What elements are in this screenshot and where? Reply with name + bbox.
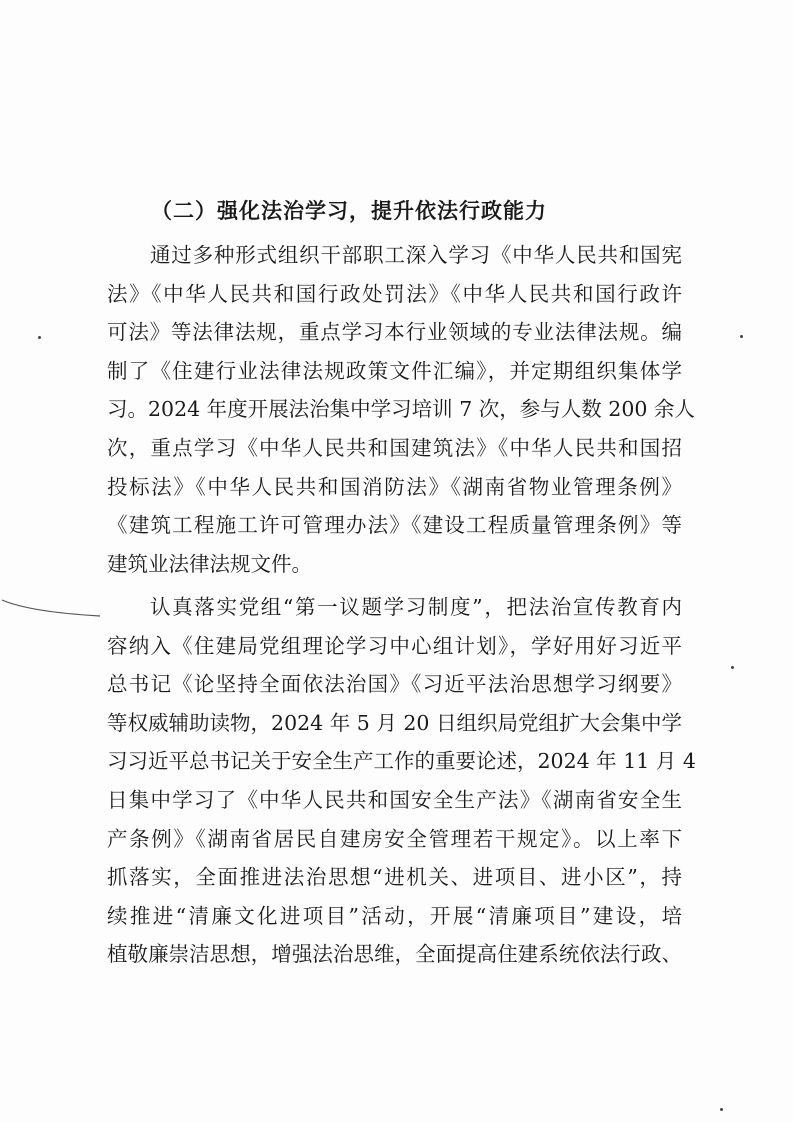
paragraph-line: 日集中学习了《中华人民共和国安全生产法》《湖南省安全生 (107, 787, 682, 812)
paragraph-line: 认真落实党组“第一议题学习制度”，把法治宣传教育内 (150, 595, 682, 619)
paragraph-line: 总书记《论坚持全面依法治国》《习近平法治思想学习纲要》 (107, 672, 682, 697)
paragraph-line: 投标法》《中华人民共和国消防法》《湖南省物业管理条例》 (107, 474, 682, 499)
scan-dust-dot (731, 666, 734, 669)
paragraph-line: 产条例》《湖南省居民自建房安全管理若干规定》。以上率下 (107, 826, 682, 851)
paragraph-line: 建筑业法律法规文件。 (107, 551, 312, 576)
paragraph-1 (107, 236, 695, 583)
paragraph-line: 续推进“清廉文化进项目”活动，开展“清廉项目”建设，培 (107, 903, 682, 928)
paragraph-line: 习习近平总书记关于安全生产工作的重要论述，2024 年 11 月 4 (107, 749, 696, 774)
scan-artifact-stroke (0, 596, 105, 620)
paragraph-2 (107, 588, 696, 974)
scan-dust-dot (720, 1108, 723, 1111)
paragraph-line: 抓落实，全面推进法治思想“进机关、进项目、进小区”，持 (107, 865, 682, 890)
paragraph-line: 次，重点学习《中华人民共和国建筑法》《中华人民共和国招 (107, 435, 682, 460)
section-heading: （二）强化法治学习，提升依法行政能力 (151, 198, 547, 223)
paragraph-line: 《建筑工程施工许可管理办法》《建设工程质量管理条例》等 (107, 513, 682, 538)
paragraph-line: 法》《中华人民共和国行政处罚法》《中华人民共和国行政许 (107, 281, 682, 306)
paragraph-line: 植敬廉崇洁思想，增强法治思维，全面提高住建系统依法行政、 (107, 942, 682, 967)
scan-dust-dot (740, 335, 743, 338)
paragraph-line: 通过多种形式组织干部职工深入学习《中华人民共和国宪 (150, 243, 682, 267)
scan-dust-dot (38, 336, 41, 339)
paragraph-line: 等权威辅助读物，2024 年 5 月 20 日组织局党组扩大会集中学 (107, 710, 682, 735)
paragraph-line: 可法》等法律法规，重点学习本行业领域的专业法律法规。编 (107, 320, 682, 345)
paragraph-line: 制了《住建行业法律法规政策文件汇编》，并定期组织集体学 (107, 358, 682, 383)
paragraph-line: 容纳入《住建局党组理论学习中心组计划》，学好用好习近平 (107, 633, 682, 658)
paragraph-line: 习。2024 年度开展法治集中学习培训 7 次，参与人数 200 余人 (107, 397, 695, 422)
